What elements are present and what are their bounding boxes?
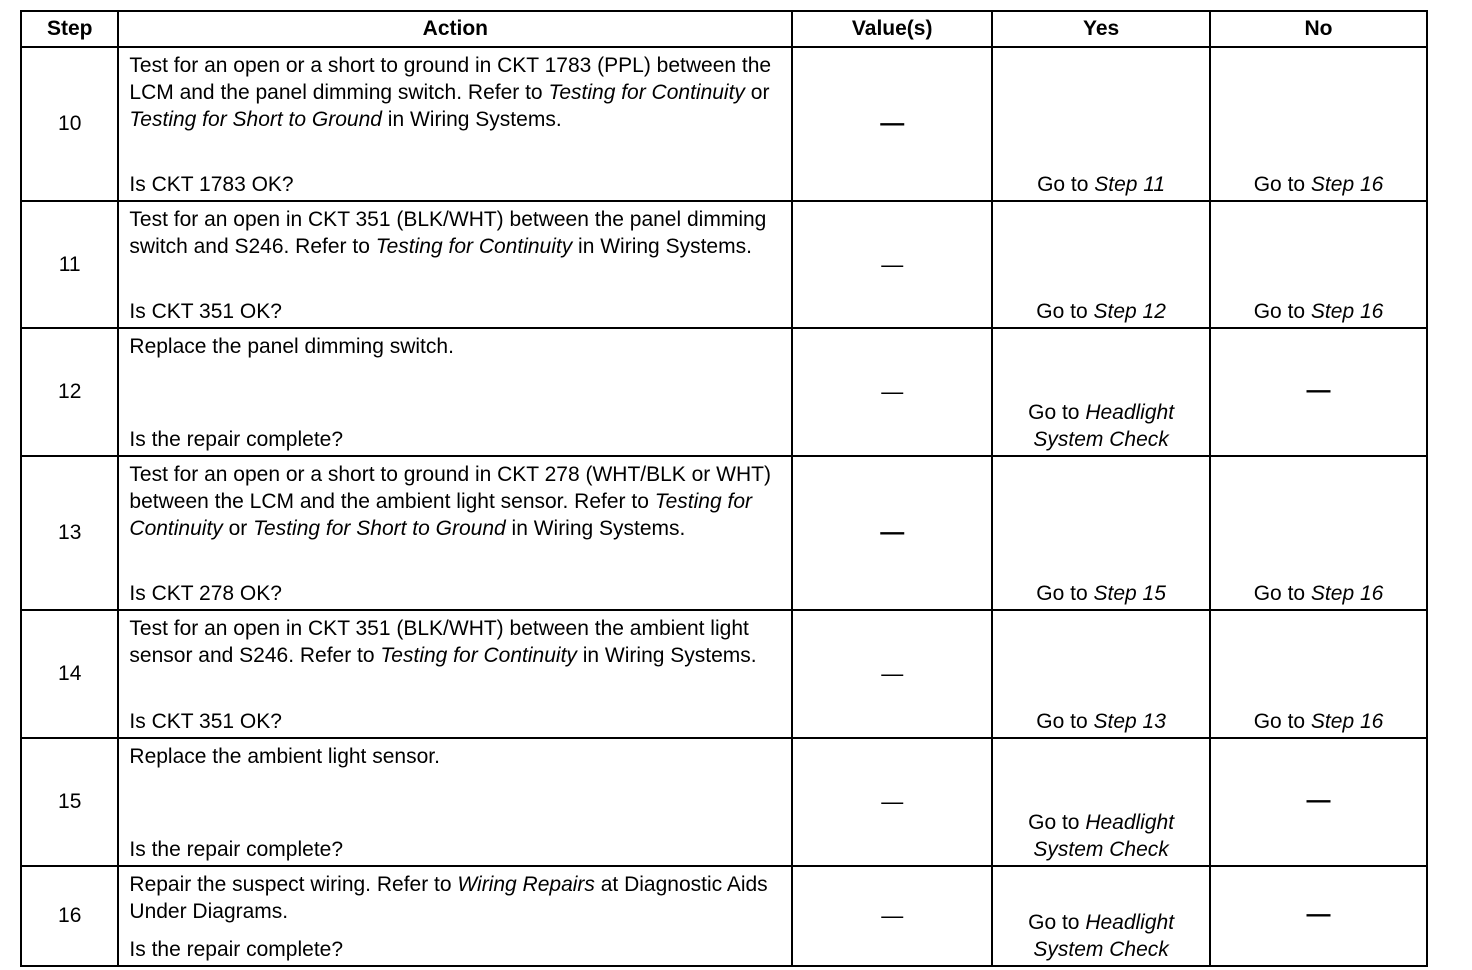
table-row	[21, 738, 1427, 866]
table-row	[21, 47, 1427, 201]
action-text: Test for an open in CKT 351 (BLK/WHT) between the ambient light sensor and S246. Refer to Testing for Continuity in Wiring Systems.	[129, 617, 757, 667]
no-action[interactable]: Go to Step 16	[1253, 710, 1384, 733]
reference-link[interactable]: Testing for Short to Ground	[253, 517, 506, 540]
action-cell	[118, 328, 792, 456]
no-cell	[1210, 610, 1427, 738]
table-row	[21, 328, 1427, 456]
action-text: Test for an open or a short to ground in CKT 1783 (PPL) between the LCM and the panel dimming switch. Refer to Testing for Continuity or Testing for Short to Ground in Wiring Systems.	[129, 54, 772, 131]
yes-action[interactable]: Go to Headlight System Check	[1028, 401, 1175, 451]
no-cell	[1210, 47, 1427, 201]
step-number: 13	[21, 456, 118, 610]
yes-cell	[992, 47, 1210, 201]
yes-cell	[992, 201, 1210, 328]
value-dash: —	[880, 519, 905, 546]
no-action[interactable]: Go to Step 16	[1253, 173, 1384, 196]
action-text: Test for an open in CKT 351 (BLK/WHT) between the panel dimming switch and S246. Refer to Testing for Continuity in Wiring Systems.	[129, 208, 767, 258]
table-row	[21, 610, 1427, 738]
header-action: Action	[118, 11, 792, 47]
question-text: Is the repair complete?	[129, 938, 344, 961]
yes-cell	[992, 610, 1210, 738]
action-text: Replace the ambient light sensor.	[129, 745, 440, 768]
action-text: Repair the suspect wiring. Refer to Wiring Repairs at Diagnostic Aids Under Diagrams.	[129, 873, 768, 923]
diagnostic-table	[20, 10, 1428, 967]
value-cell	[792, 328, 992, 456]
yes-cell	[992, 866, 1210, 966]
table-row	[21, 456, 1427, 610]
value-cell	[792, 201, 992, 328]
no-cell	[1210, 866, 1427, 966]
value-cell	[792, 866, 992, 966]
value-dash: —	[881, 251, 904, 277]
reference-link[interactable]: Testing for Continuity	[380, 644, 577, 667]
yes-cell	[992, 456, 1210, 610]
value-cell	[792, 610, 992, 738]
table-row	[21, 866, 1427, 966]
yes-cell	[992, 738, 1210, 866]
action-cell	[118, 610, 792, 738]
yes-action[interactable]: Go to Step 13	[1036, 710, 1166, 733]
no-action[interactable]: Go to Step 16	[1253, 582, 1384, 605]
question-text: Is CKT 278 OK?	[129, 582, 282, 605]
value-cell	[792, 738, 992, 866]
action-text: Replace the panel dimming switch.	[129, 335, 454, 358]
action-cell	[118, 738, 792, 866]
step-number: 16	[21, 866, 118, 966]
action-cell	[118, 201, 792, 328]
action-cell	[118, 866, 792, 966]
step-number: 12	[21, 328, 118, 456]
header-step: Step	[21, 11, 118, 47]
value-dash: —	[881, 789, 904, 814]
value-dash: —	[881, 661, 904, 686]
reference-link[interactable]: Testing for Continuity	[548, 81, 745, 104]
question-text: Is the repair complete?	[129, 428, 344, 451]
no-cell	[1210, 201, 1427, 328]
question-text: Is the repair complete?	[129, 838, 344, 861]
header-values: Value(s)	[792, 11, 992, 47]
reference-link[interactable]: Testing for Short to Ground	[129, 108, 382, 131]
reference-link[interactable]: Testing for Continuity	[375, 235, 573, 258]
no-cell	[1210, 328, 1427, 456]
action-text: Test for an open or a short to ground in CKT 278 (WHT/BLK or WHT) between the LCM and the ambient light sensor. Refer to Testing for Continuity or Testing for Short to Ground in Wiring Systems.	[129, 463, 771, 540]
yes-action[interactable]: Go to Step 15	[1036, 582, 1166, 605]
reference-link[interactable]: Wiring Repairs	[457, 873, 595, 896]
value-cell	[792, 456, 992, 610]
value-dash: —	[881, 903, 904, 928]
no-dash: —	[1306, 901, 1331, 928]
no-action[interactable]: Go to Step 16	[1253, 300, 1384, 323]
no-dash: —	[1306, 787, 1331, 814]
value-dash: —	[880, 110, 905, 137]
step-number: 15	[21, 738, 118, 866]
yes-cell	[992, 328, 1210, 456]
yes-action[interactable]: Go to Headlight System Check	[1028, 911, 1175, 961]
step-number: 14	[21, 610, 118, 738]
question-text: Is CKT 1783 OK?	[129, 173, 294, 196]
header-row	[21, 11, 1427, 47]
question-text: Is CKT 351 OK?	[129, 710, 282, 733]
yes-action[interactable]: Go to Step 11	[1037, 173, 1166, 196]
header-yes: Yes	[992, 11, 1210, 47]
step-number: 10	[21, 47, 118, 201]
header-no: No	[1210, 11, 1427, 47]
yes-action[interactable]: Go to Step 12	[1036, 300, 1166, 323]
no-cell	[1210, 456, 1427, 610]
action-cell	[118, 47, 792, 201]
table-row	[21, 201, 1427, 328]
action-cell	[118, 456, 792, 610]
value-cell	[792, 47, 992, 201]
question-text: Is CKT 351 OK?	[129, 300, 282, 323]
reference-link[interactable]: Testing for Continuity	[129, 490, 752, 540]
value-dash: —	[881, 379, 904, 404]
step-number: 11	[21, 201, 118, 328]
no-dash: —	[1306, 377, 1331, 404]
yes-action[interactable]: Go to Headlight System Check	[1028, 811, 1175, 861]
no-cell	[1210, 738, 1427, 866]
